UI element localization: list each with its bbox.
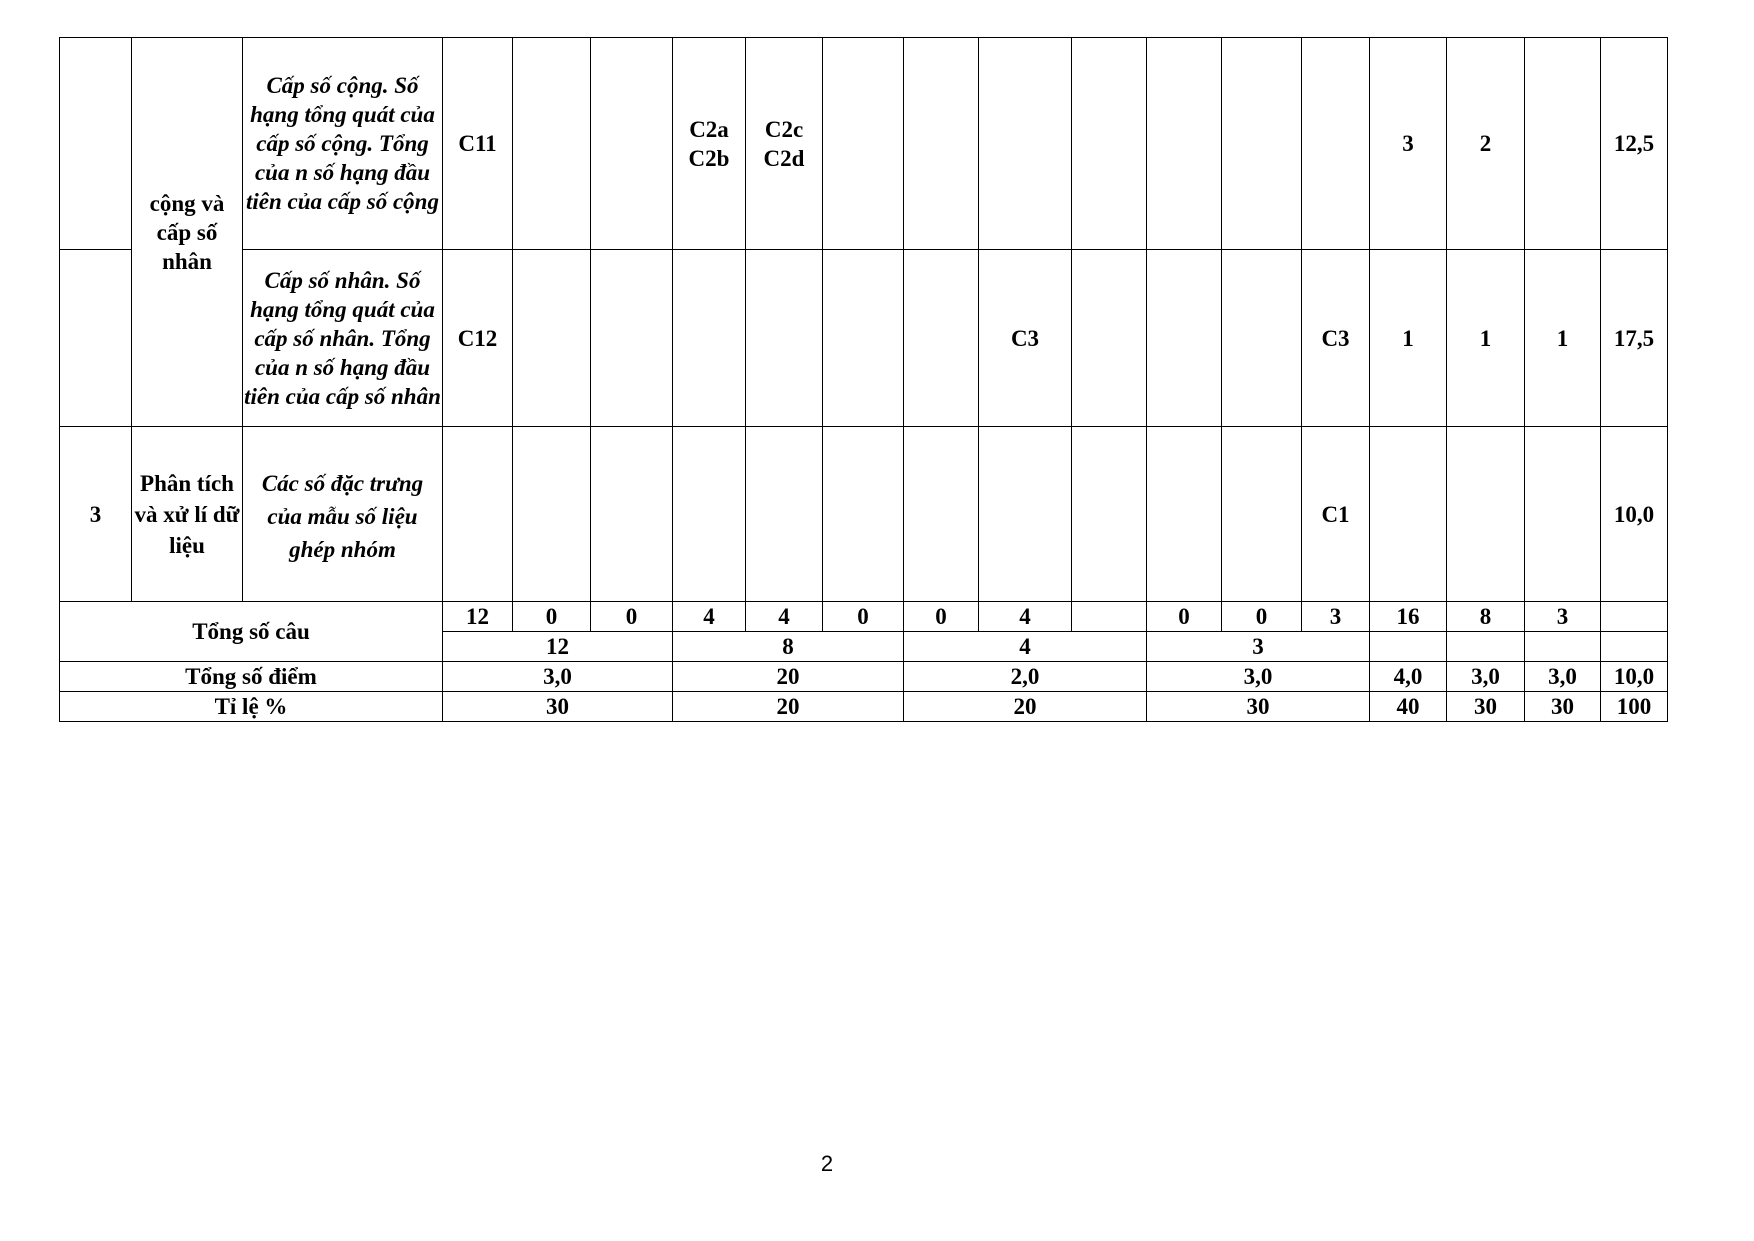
total-questions-label: Tổng số câu [60,602,443,662]
content-cell: Các số đặc trưng của mẫu số liệu ghép nhóm [243,427,443,602]
group-points: 3,0 [1147,662,1370,692]
ratio-row [60,692,1668,722]
total-question-count: 4 [979,602,1072,632]
question-cell: C3 [1302,250,1370,427]
group-points: 3,0 [443,662,673,692]
question-cell [1302,38,1370,250]
group-question-count: 8 [673,632,904,662]
total-question-count: 0 [904,602,979,632]
question-cell: 1 [1447,250,1525,427]
question-cell [904,38,979,250]
question-code: C2c [764,116,804,142]
question-cell [1222,427,1302,602]
points-total: 4,0 [1370,662,1447,692]
question-cell [979,38,1072,250]
stt-cell-empty [60,250,132,427]
question-cell [1072,38,1147,250]
question-cell [823,427,904,602]
total-question-count: 4 [673,602,746,632]
question-cell [746,427,823,602]
question-cell: 10,0 [1601,427,1668,602]
group-points: 20 [673,662,904,692]
question-cell [904,250,979,427]
content-cell: Cấp số nhân. Số hạng tổng quát của cấp số nhân. Tổng của n số hạng đầu tiên của cấp số nhân [243,250,443,427]
group-question-count: 3 [1147,632,1370,662]
question-cell: C12 [443,250,513,427]
question-cell [1072,427,1147,602]
ratio-total: 100 [1601,692,1668,722]
question-cell: 1 [1370,250,1447,427]
total-question-count: 3 [1525,602,1601,632]
total-question-count: 0 [823,602,904,632]
question-cell [1147,250,1222,427]
total-points-label: Tổng số điểm [60,662,443,692]
total-question-count: 0 [1147,602,1222,632]
total-question-count: 3 [1302,602,1370,632]
question-cell [1525,427,1601,602]
question-cell: 17,5 [1601,250,1668,427]
question-cell: 2 [1447,38,1525,250]
stt-cell: 3 [60,427,132,602]
group-ratio: 20 [904,692,1147,722]
points-total: 10,0 [1601,662,1668,692]
empty-cell [1370,632,1447,662]
empty-cell [1601,632,1668,662]
exam-matrix-table [59,37,1668,722]
question-code: C2a [689,116,729,142]
question-cell [1525,38,1601,250]
table-row [60,38,1668,250]
question-cell [823,38,904,250]
total-question-count: 8 [1447,602,1525,632]
total-question-count: 0 [1222,602,1302,632]
empty-cell [1525,632,1601,662]
question-cell [823,250,904,427]
question-cell [673,250,746,427]
question-cell [1447,427,1525,602]
group-points: 2,0 [904,662,1147,692]
topic-cell: cộng và cấp số nhân [132,38,243,427]
total-question-count: 16 [1370,602,1447,632]
points-total: 3,0 [1525,662,1601,692]
question-cell: 3 [1370,38,1447,250]
group-ratio: 20 [673,692,904,722]
group-ratio: 30 [443,692,673,722]
question-cell [746,38,823,250]
question-cell [591,427,673,602]
group-question-count: 4 [904,632,1147,662]
total-points-row [60,662,1668,692]
question-cell [513,250,591,427]
group-ratio: 30 [1147,692,1370,722]
total-question-count: 0 [591,602,673,632]
total-question-count [1601,602,1668,632]
question-cell [1222,38,1302,250]
points-total: 3,0 [1447,662,1525,692]
question-cell [591,250,673,427]
question-cell: C11 [443,38,513,250]
question-cell [1147,38,1222,250]
question-cell [591,38,673,250]
question-cell [1222,250,1302,427]
question-cell: C3 [979,250,1072,427]
question-cell [746,250,823,427]
question-cell [1370,427,1447,602]
table-row [60,427,1668,602]
question-cell [673,427,746,602]
ratio-total: 30 [1525,692,1601,722]
total-question-count: 4 [746,602,823,632]
group-question-count: 12 [443,632,673,662]
empty-cell [1447,632,1525,662]
table-row [60,250,1668,427]
question-cell [979,427,1072,602]
question-code: C2b [688,145,730,171]
question-cell [513,427,591,602]
question-cell [904,427,979,602]
ratio-total: 30 [1447,692,1525,722]
question-cell: 12,5 [1601,38,1668,250]
total-question-count: 12 [443,602,513,632]
total-questions-row [60,602,1668,632]
page-number: 2 [820,1151,834,1176]
question-cell [1147,427,1222,602]
question-cell [443,427,513,602]
ratio-label: Tỉ lệ % [60,692,443,722]
question-cell [1072,250,1147,427]
total-question-count: 0 [513,602,591,632]
topic-cell: Phân tích và xử lí dữ liệu [132,427,243,602]
question-cell [673,38,746,250]
question-code: C2d [763,145,805,171]
total-question-count [1072,602,1147,632]
question-cell [513,38,591,250]
question-cell: C1 [1302,427,1370,602]
ratio-total: 40 [1370,692,1447,722]
question-cell: 1 [1525,250,1601,427]
stt-cell-empty [60,38,132,250]
content-cell: Cấp số cộng. Số hạng tổng quát của cấp số cộng. Tổng của n số hạng đầu tiên của cấp số cộng [243,38,443,250]
